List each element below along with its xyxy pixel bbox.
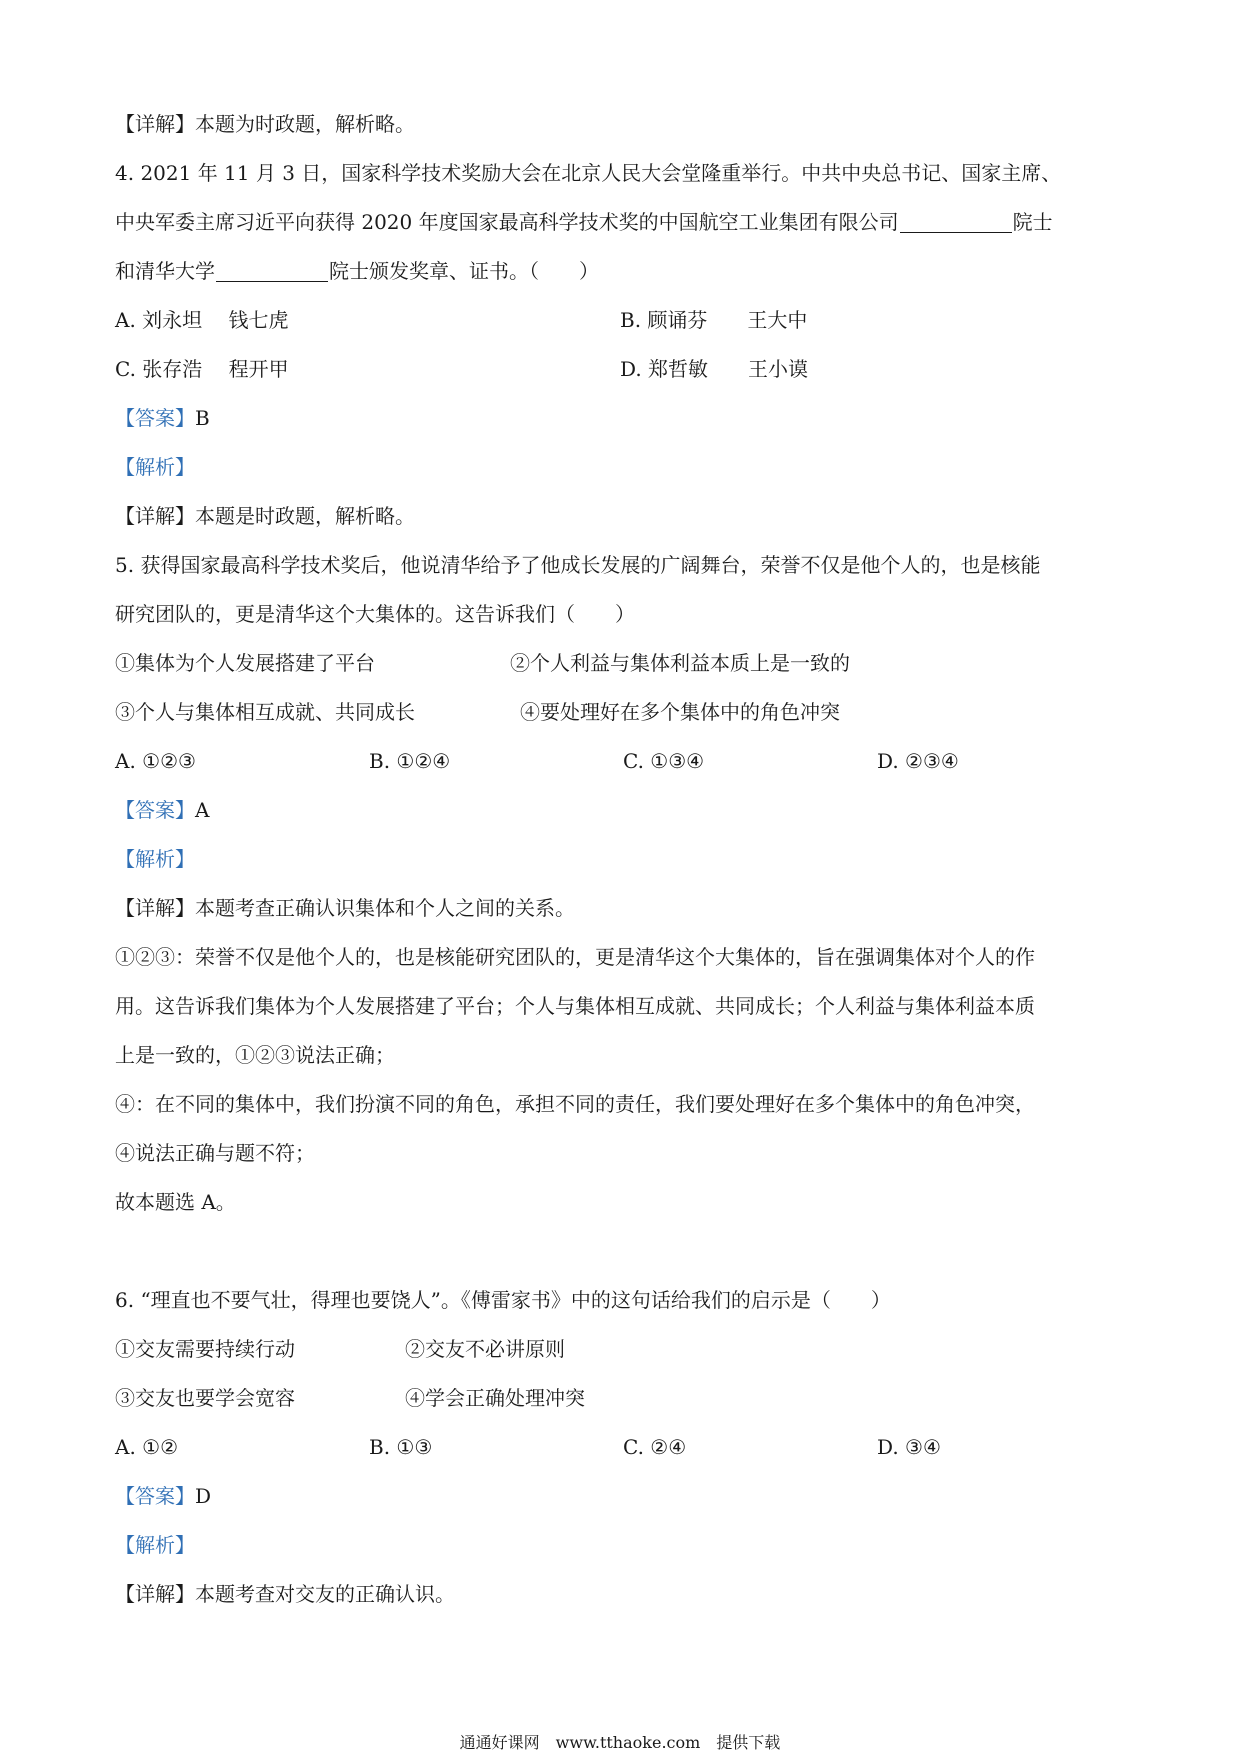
q6-statements-row-1 [115, 1325, 1135, 1374]
document-body [115, 100, 1135, 1619]
q6-analysis-label: 【解析】 [115, 1533, 195, 1557]
q5-explain-line-1: ①②③：荣誉不仅是他个人的，也是核能研究团队的，更是清华这个大集体的，旨在强调集体对个人的作 [115, 945, 1035, 969]
q4-option-a: A. 刘永坦 钱七虎 [115, 308, 289, 332]
q5-statement-4: ④要处理好在多个集体中的角色冲突 [520, 700, 840, 724]
q5-explain-line-3: 上是一致的，①②③说法正确； [115, 1043, 395, 1067]
q5-statements-row-1 [115, 639, 1135, 688]
q4-option-c: C. 张存浩 程开甲 [115, 357, 289, 381]
q5-explain-line-5: ④说法正确与题不符； [115, 1141, 315, 1165]
q4-analysis-label: 【解析】 [115, 455, 195, 479]
q3-detail: 【详解】本题为时政题，解析略。 [115, 112, 415, 136]
q5-options-row [115, 737, 1135, 786]
answer-value: B [195, 406, 210, 430]
q6-option-d: D. ③④ [877, 1435, 941, 1459]
q4-detail: 【详解】本题是时政题，解析略。 [115, 504, 415, 528]
q6-stem: 6. “理直也不要气壮，得理也要饶人”。《傅雷家书》中的这句话给我们的启示是（ ） [115, 1288, 891, 1312]
q6-option-b: B. ①③ [369, 1435, 433, 1459]
answer-label: 【答案】 [115, 1484, 195, 1508]
q4-option-d: D. 郑哲敏 王小谟 [620, 357, 809, 381]
q4-options-row-1 [115, 296, 1135, 345]
answer-label: 【答案】 [115, 798, 195, 822]
q6-statements-row-2 [115, 1374, 1135, 1423]
q6-statement-2: ②交友不必讲原则 [405, 1337, 565, 1361]
q5-option-b: B. ①②④ [369, 749, 451, 773]
q5-explain-line-4: ④：在不同的集体中，我们扮演不同的角色，承担不同的责任，我们要处理好在多个集体中的角色冲突， [115, 1092, 1035, 1116]
q6-answer [115, 1472, 1135, 1521]
q6-statement-3: ③交友也要学会宽容 [115, 1386, 295, 1410]
page-footer: 通通好课网 www.tthaoke.com 提供下载 [459, 1733, 781, 1752]
q5-stem-line-1: 5. 获得国家最高科学技术奖后，他说清华给予了他成长发展的广阔舞台，荣誉不仅是他个人的，也是核能 [115, 553, 1041, 577]
q5-option-d: D. ②③④ [877, 749, 959, 773]
q4-stem-text: 院士 [1012, 210, 1053, 234]
q4-stem-line-1: 4. 2021 年 11 月 3 日，国家科学技术奖励大会在北京人民大会堂隆重举行。中共中央总书记、国家主席、 [115, 161, 1062, 185]
q5-answer [115, 786, 1135, 835]
answer-value: D [195, 1484, 212, 1508]
q5-analysis-label: 【解析】 [115, 847, 195, 871]
q4-option-b: B. 顾诵芬 王大中 [620, 308, 808, 332]
q5-stem-line-2: 研究团队的，更是清华这个大集体的。这告诉我们（ ） [115, 602, 635, 626]
q5-statement-3: ③个人与集体相互成就、共同成长 [115, 700, 415, 724]
q4-stem-text: 院士颁发奖章、证书。（ ） [329, 259, 599, 283]
q4-options-row-2 [115, 345, 1135, 394]
q6-detail: 【详解】本题考查对交友的正确认识。 [115, 1582, 455, 1606]
q5-statement-2: ②个人利益与集体利益本质上是一致的 [510, 651, 850, 675]
q4-answer [115, 394, 1135, 443]
spacer [115, 1227, 1135, 1276]
q5-option-a: A. ①②③ [115, 749, 196, 773]
q6-statement-4: ④学会正确处理冲突 [405, 1386, 585, 1410]
q5-option-c: C. ①③④ [623, 749, 705, 773]
q4-stem-text: 和清华大学 [115, 259, 215, 283]
q5-conclusion: 故本题选 A。 [115, 1190, 236, 1214]
q4-stem-line-3 [115, 247, 1135, 296]
q6-option-c: C. ②④ [623, 1435, 687, 1459]
q6-options-row [115, 1423, 1135, 1472]
q4-stem-text: 中央军委主席习近平向获得 2020 年度国家最高科学技术奖的中国航空工业集团有限公司 [115, 210, 899, 234]
answer-value: A [195, 798, 210, 822]
q6-option-a: A. ①② [115, 1435, 179, 1459]
q6-statement-1: ①交友需要持续行动 [115, 1337, 295, 1361]
answer-label: 【答案】 [115, 406, 195, 430]
q5-detail: 【详解】本题考查正确认识集体和个人之间的关系。 [115, 896, 575, 920]
q5-statement-1: ①集体为个人发展搭建了平台 [115, 651, 375, 675]
q4-stem-line-2 [115, 198, 1135, 247]
q5-explain-line-2: 用。这告诉我们集体为个人发展搭建了平台；个人与集体相互成就、共同成长；个人利益与集体利益本质 [115, 994, 1035, 1018]
q4-blank-2 [216, 259, 328, 282]
q4-blank-1 [900, 210, 1012, 233]
q5-statements-row-2 [115, 688, 1135, 737]
